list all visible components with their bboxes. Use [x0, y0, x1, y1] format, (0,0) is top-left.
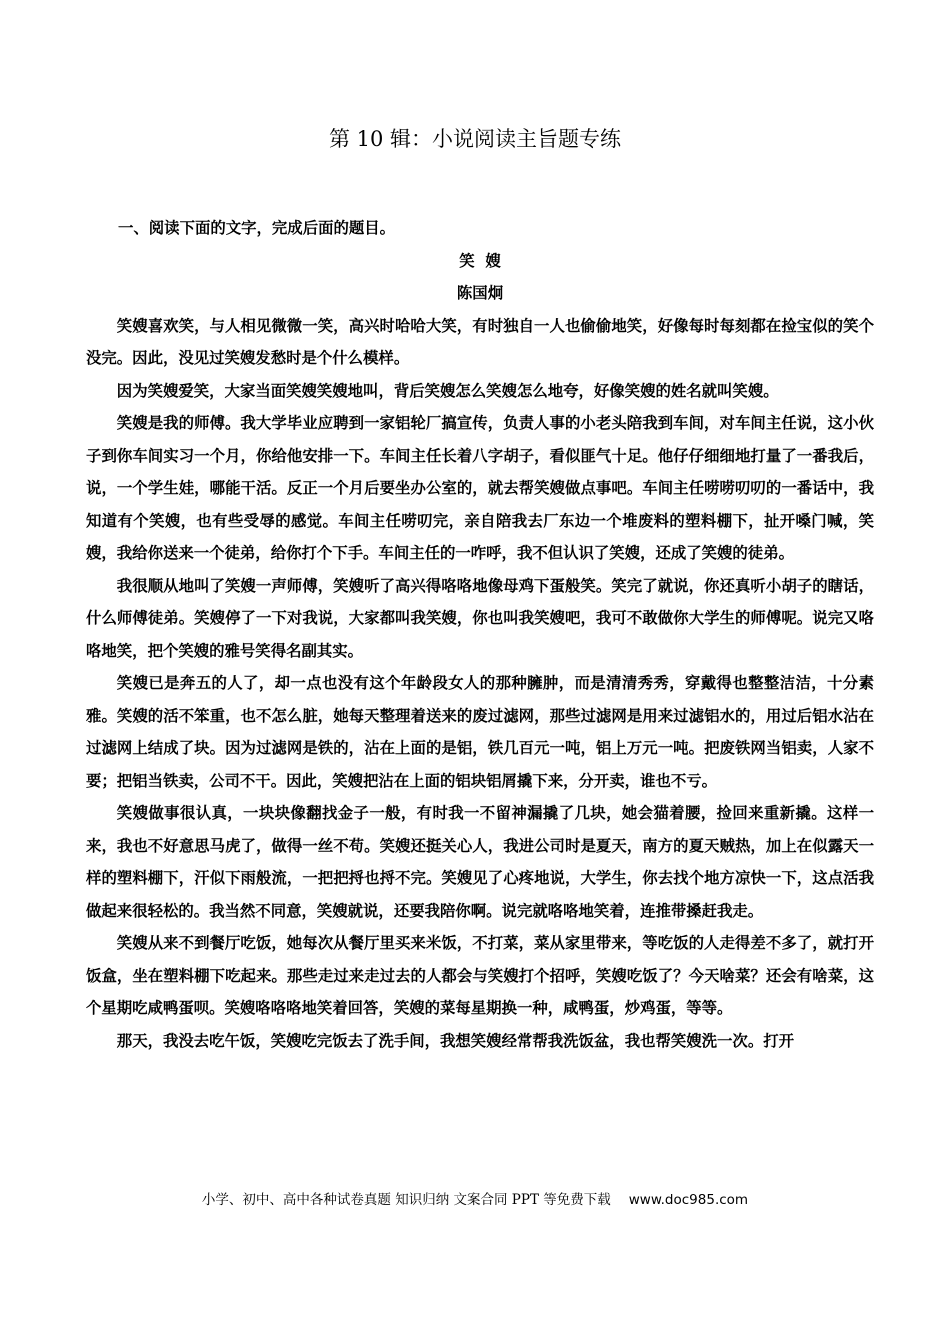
footer-text: 小学、初中、高中各种试卷真题 知识归纳 文案合同 PPT 等免费下载: [201, 1192, 611, 1208]
paragraph-8: 那天，我没去吃午饭，笑嫂吃完饭去了洗手间，我想笑嫂经常帮我洗饭盆，我也帮笑嫂洗一次。打开: [116, 1031, 794, 1050]
page-footer: [0, 1190, 950, 1210]
story-author: 陈国炯: [456, 284, 504, 302]
paragraph-3: 笑嫂是我的师傅。我大学毕业应聘到一家铝轮厂搞宣传，负责人事的小老头陪我到车间，对车间主任说，这小伙子到你车间实习一个月，你给他安排一下。车间主任长着八字胡子，看似匪气十足。他仔仔细细地打量了一番我后，说，一个学生娃，哪能干活。反正一个月后要坐办公室的，就去帮笑嫂做点事吧。车间主任唠唠叨叨的一番话中，我知道有个笑嫂，也有些受辱的感觉。车间主任唠叨完，亲自陪我去厂东边一个堆废料的塑料棚下，扯开嗓门喊，笑嫂，我给你送来一个徒弟，给你打个下手。车间主任的一咋呼，我不但认识了笑嫂，还成了笑嫂的徒弟。: [86, 414, 874, 562]
paragraph-4: 我很顺从地叫了笑嫂一声师傅，笑嫂听了高兴得咯咯地像母鸡下蛋般笑。笑完了就说，你还真听小胡子的瞎话，什么师傅徒弟。笑嫂停了一下对我说，大家都叫我笑嫂，你也叫我笑嫂吧，我可不敢做你大学生的师傅呢。说完又咯咯地笑，把个笑嫂的雅号笑得名副其实。: [86, 576, 874, 660]
paragraph-2: 因为笑嫂爱笑，大家当面笑嫂笑嫂地叫，背后笑嫂怎么笑嫂怎么地夸，好像笑嫂的姓名就叫笑嫂。: [116, 381, 779, 400]
paragraph-1: 笑嫂喜欢笑，与人相见微微一笑，高兴时哈哈大笑，有时独自一人也偷偷地笑，好像每时每刻都在捡宝似的笑个没完。因此，没见过笑嫂发愁时是个什么模样。: [86, 316, 874, 367]
paragraph-6: 笑嫂做事很认真，一块块像翻找金子一般，有时我一不留神漏撬了几块，她会猫着腰，捡回来重新撬。这样一来，我也不好意思马虎了，做得一丝不苟。笑嫂还挺关心人，我进公司时是夏天，南方的夏天贼热，加上在似露天一样的塑料棚下，汗似下雨般流，一把把捋也捋不完。笑嫂见了心疼地说，大学生，你去找个地方凉快一下，这点活我做起来很轻松的。我当然不同意，笑嫂就说，还要我陪你啊。说完就咯咯地笑着，连推带搡赶我走。: [86, 804, 874, 920]
paragraph-7: 笑嫂从来不到餐厅吃饭，她每次从餐厅里买来米饭，不打菜，菜从家里带来，等吃饭的人走得差不多了，就打开饭盒，坐在塑料棚下吃起来。那些走过来走过去的人都会与笑嫂打个招呼，笑嫂吃饭了？今天啥菜？还会有啥菜，这个星期吃咸鸭蛋呗。笑嫂咯咯咯地笑着回答，笑嫂的菜每星期换一种，咸鸭蛋，炒鸡蛋，等等。: [86, 934, 874, 1017]
page-title: 第 10 辑：小说阅读主旨题专练: [328, 127, 622, 151]
section-heading: 一、阅读下面的文字，完成后面的题目。: [118, 219, 396, 237]
document-body: [86, 212, 874, 1057]
footer-site-link[interactable]: www.doc985.com: [628, 1192, 749, 1208]
story-title: 笑 嫂: [459, 251, 501, 270]
paragraph-5: 笑嫂已是奔五的人了，却一点也没有这个年龄段女人的那种臃肿，而是清清秀秀，穿戴得也整整洁洁，十分素雅。笑嫂的活不笨重，也不怎么脏，她每天整理着送来的废过滤网，那些过滤网是用来过滤铝水的，用过后铝水沾在过滤网上结成了块。因为过滤网是铁的，沾在上面的是铝，铁几百元一吨，铝上万元一吨。把废铁网当铝卖，人家不要；把铝当铁卖，公司不干。因此，笑嫂把沾在上面的铝块铝屑撬下来，分开卖，谁也不亏。: [86, 674, 874, 790]
